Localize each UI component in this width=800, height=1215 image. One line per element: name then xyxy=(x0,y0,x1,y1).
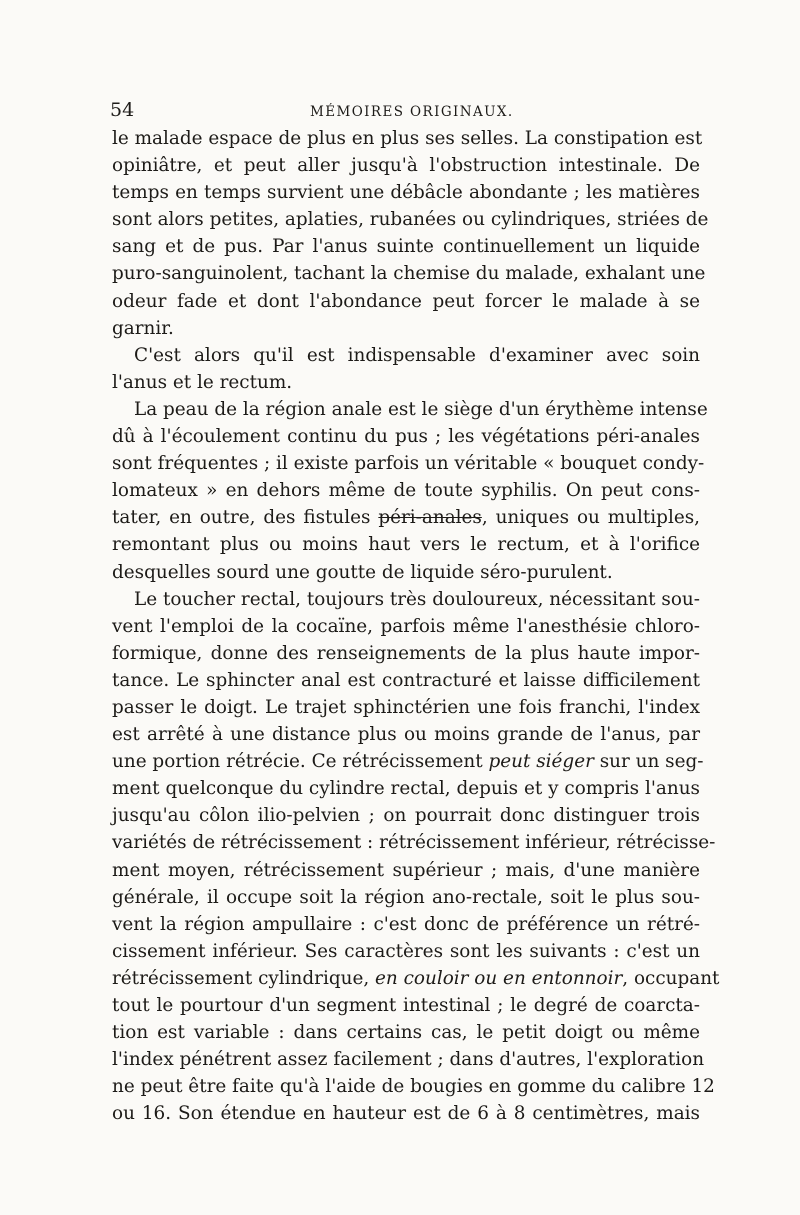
text-line: l'index pénétrent assez facilement ; dans d'autres, l'exploration xyxy=(112,1049,705,1071)
text-line: ne peut être faite qu'à l'aide de bougies en gomme du calibre 12 xyxy=(112,1076,715,1098)
text-line: jusqu'au côlon ilio-pelvien ; on pourrait donc distinguer trois xyxy=(112,805,700,827)
text-line: passer le doigt. Le trajet sphinctérien une fois franchi, l'index xyxy=(112,696,700,718)
text-line: opiniâtre, et peut aller jusqu'à l'obstruction intestinale. De xyxy=(112,155,700,177)
text-line: variétés de rétrécissement : rétrécissement inférieur, rétrécisse- xyxy=(112,832,716,854)
text-line: desquelles sourd une goutte de liquide séro-purulent. xyxy=(112,561,613,583)
text-line: tance. Le sphincter anal est contracturé et laisse difficilement xyxy=(112,669,700,691)
text-line: tater, en outre, des fistules péri-anales, uniques ou multiples, xyxy=(112,507,700,529)
running-title: MÉMOIRES ORIGINAUX. xyxy=(310,104,514,120)
text-line: cissement inférieur. Ses caractères sont les suivants : c'est un xyxy=(112,940,700,962)
text-line: garnir. xyxy=(112,317,174,339)
text-line: le malade espace de plus en plus ses selles. La constipation est xyxy=(112,128,703,149)
text-line: lomateux » en dehors même de toute syphilis. On peut cons- xyxy=(112,480,700,502)
italic-phrase: peut siéger xyxy=(488,751,594,773)
page-header xyxy=(110,96,700,124)
body-text xyxy=(112,125,720,1127)
text-line: Le toucher rectal, toujours très douloureux, nécessitant sou- xyxy=(134,588,700,610)
text-line: ment moyen, rétrécissement supérieur ; mais, d'une manière xyxy=(112,859,700,881)
page-number: 54 xyxy=(110,99,135,121)
text-line: temps en temps survient une débâcle abondante ; les matières xyxy=(112,182,700,204)
text-line: tion est variable : dans certains cas, le petit doigt ou même xyxy=(112,1022,700,1044)
text-line: ou 16. Son étendue en hauteur est de 6 à 8 centimètres, mais xyxy=(112,1103,700,1125)
text-line: sang et de pus. Par l'anus suinte continuellement un liquide xyxy=(112,236,700,258)
text-line: est arrêté à une distance plus ou moins grande de l'anus, par xyxy=(112,724,700,746)
text-line: puro-sanguinolent, tachant la chemise du malade, exhalant une xyxy=(112,263,706,285)
text-line: sont alors petites, aplaties, rubanées ou cylindriques, striées de xyxy=(112,209,709,231)
text-line: La peau de la région anale est le siège d'un érythème intense xyxy=(134,398,708,420)
text-line: l'anus et le rectum. xyxy=(112,371,293,393)
text-line: formique, donne des renseignements de la plus haute impor- xyxy=(112,642,700,664)
text-line: sont fréquentes ; il existe parfois un véritable « bouquet condy- xyxy=(112,453,705,475)
text-line: dû à l'écoulement continu du pus ; les végétations péri-anales xyxy=(112,426,700,448)
text-line: générale, il occupe soit la région ano-rectale, soit le plus sou- xyxy=(112,886,700,908)
text-line: vent la région ampullaire : c'est donc de préférence un rétré- xyxy=(112,913,700,935)
text-line: une portion rétrécie. Ce rétrécissement peut siéger sur un seg- xyxy=(112,751,704,773)
text-line: tout le pourtour d'un segment intestinal ; le degré de coarcta- xyxy=(112,995,700,1016)
struck-word: péri-anales xyxy=(378,507,482,529)
text-line: ment quelconque du cylindre rectal, depuis et y compris l'anus xyxy=(112,778,700,800)
text-line: odeur fade et dont l'abondance peut forcer le malade à se xyxy=(112,290,700,312)
text-line: rétrécissement cylindrique, en couloir ou en entonnoir, occupant xyxy=(112,967,720,989)
text-line: C'est alors qu'il est indispensable d'examiner avec soin xyxy=(134,344,700,366)
text-line: vent l'emploi de la cocaïne, parfois même l'anesthésie chloro- xyxy=(112,615,700,637)
italic-phrase: en couloir ou en entonnoir xyxy=(375,967,623,989)
text-line: remontant plus ou moins haut vers le rectum, et à l'orifice xyxy=(112,534,700,556)
